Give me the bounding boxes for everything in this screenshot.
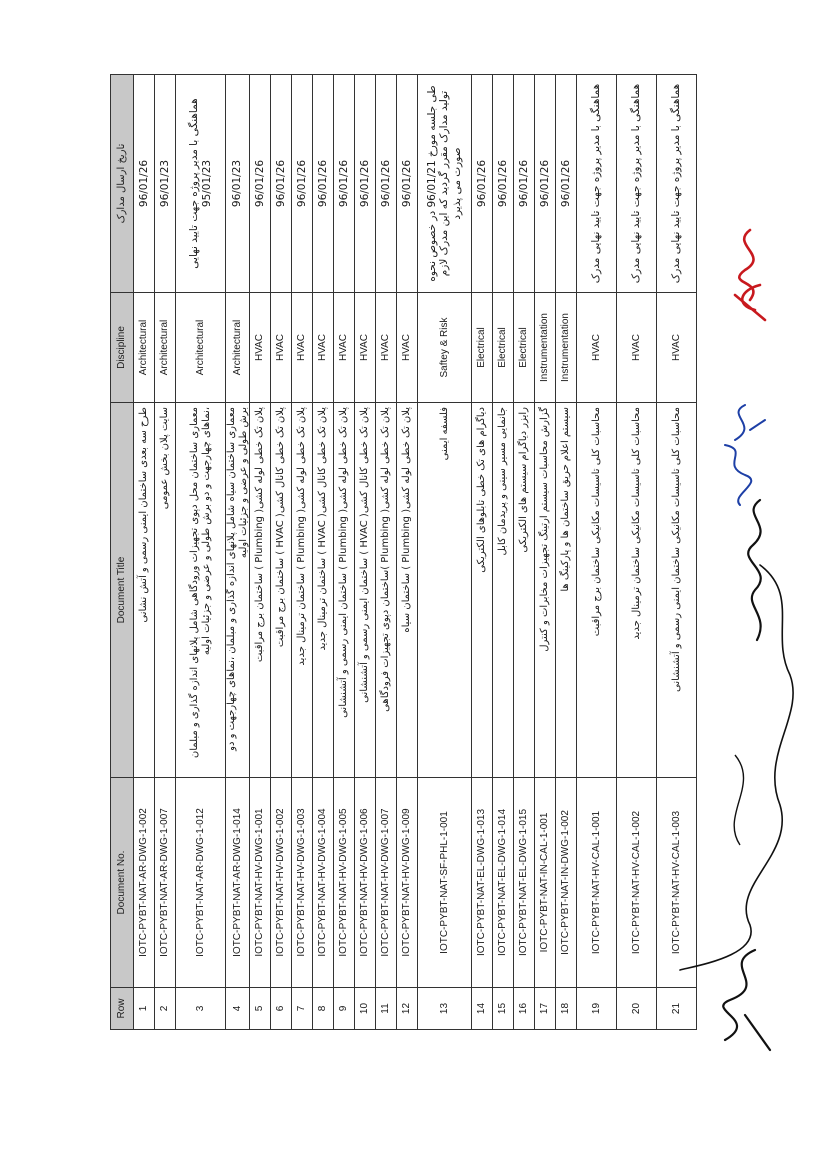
table-row xyxy=(577,75,617,1030)
send-date: 96/01/26 xyxy=(313,75,334,293)
signature-bottom xyxy=(700,945,780,1055)
table-row xyxy=(155,75,176,1030)
row-number: 16 xyxy=(514,988,535,1030)
discipline: HVAC xyxy=(376,293,397,403)
row-number: 15 xyxy=(493,988,514,1030)
document-title: دیاگرام های تک خطی تابلوهای الکتریکی xyxy=(472,403,493,778)
document-number: IOTC-PYBT-NAT-EL-DWG-1-015 xyxy=(514,778,535,988)
document-title: پلان تک خطی کانال کشی( HVAC ) ساختمان ترمینال جدید xyxy=(313,403,334,778)
row-number: 3 xyxy=(176,988,226,1030)
discipline: Electrical xyxy=(493,293,514,403)
header-document-no: Document No. xyxy=(111,778,134,988)
send-date: طی جلسه مورخ 96/01/21 در خصوص نحوه تولید مدارک مقرر گردید که این مدرک لازم صورت می پذیرد xyxy=(418,75,472,293)
discipline: HVAC xyxy=(577,293,617,403)
discipline: HVAC xyxy=(397,293,418,403)
document-number: IOTC-PYBT-NAT-AR-DWG-1-012 xyxy=(176,778,226,988)
document-title: پلان تک خطی کانال کشی( HVAC ) ساختمان برج مراقبت xyxy=(271,403,292,778)
row-number: 21 xyxy=(657,988,697,1030)
document-title: پلان تک خطی لوله کشی( Plumbing ) ساختمان برج مراقبت xyxy=(250,403,271,778)
send-date: 96/01/26 xyxy=(514,75,535,293)
table-body xyxy=(134,75,697,1030)
table-row xyxy=(226,75,250,1030)
document-number: IOTC-PYBT-NAT-HV-DWG-1-007 xyxy=(376,778,397,988)
row-number: 2 xyxy=(155,988,176,1030)
row-number: 14 xyxy=(472,988,493,1030)
send-date: 96/01/26 xyxy=(334,75,355,293)
discipline: HVAC xyxy=(292,293,313,403)
document-number: IOTC-PYBT-NAT-HV-DWG-1-003 xyxy=(292,778,313,988)
table-row xyxy=(418,75,472,1030)
document-title: سیستم اعلام حریق ساختمان ها و پارکینگ ها xyxy=(556,403,577,778)
discipline: Architectural xyxy=(176,293,226,403)
document-title: پلان تک خطی لوله کشی( Plumbing ) ساختمان ایمنی رسمی و آتشنشانی xyxy=(334,403,355,778)
send-date: 96/01/26 xyxy=(355,75,376,293)
table-row xyxy=(334,75,355,1030)
document-number: IOTC-PYBT-NAT-EL-DWG-1-013 xyxy=(472,778,493,988)
document-title: پلان تک خطی لوله کشی( Plumbing )ساختمان دپوی تجهیزات فرودگاهی xyxy=(376,403,397,778)
table-row xyxy=(313,75,334,1030)
document-number: IOTC-PYBT-NAT-SF-PHL-1-001 xyxy=(418,778,472,988)
table-row xyxy=(556,75,577,1030)
discipline: Architectural xyxy=(134,293,155,403)
send-date: هماهنگی با مدیر پروژه جهت تایید نهایی مدرک xyxy=(617,75,657,293)
send-date: 96/01/26 xyxy=(134,75,155,293)
document-number: IOTC-PYBT-NAT-AR-DWG-1-014 xyxy=(226,778,250,988)
send-date: 96/01/26 xyxy=(250,75,271,293)
document-title: طرح سه بعدی ساختمان ایمنی رسمی و آتش نشانی xyxy=(134,403,155,778)
discipline: Electrical xyxy=(514,293,535,403)
send-date: 96/01/26 xyxy=(376,75,397,293)
row-number: 8 xyxy=(313,988,334,1030)
send-date: 96/01/23 xyxy=(226,75,250,293)
header-discipline: Discipline xyxy=(111,293,134,403)
send-date: 96/01/26 xyxy=(292,75,313,293)
discipline: HVAC xyxy=(271,293,292,403)
signature-black-long xyxy=(640,555,810,975)
discipline: HVAC xyxy=(355,293,376,403)
document-title: سایت پلان بخش عمومی xyxy=(155,403,176,778)
discipline: Architectural xyxy=(155,293,176,403)
discipline: Electrical xyxy=(472,293,493,403)
document-number: IOTC-PYBT-NAT-HV-DWG-1-009 xyxy=(397,778,418,988)
discipline: Architectural xyxy=(226,293,250,403)
document-title: فلسفه ایمنی xyxy=(418,403,472,778)
table-row xyxy=(355,75,376,1030)
discipline: HVAC xyxy=(250,293,271,403)
signature-red xyxy=(720,225,780,325)
row-number: 13 xyxy=(418,988,472,1030)
discipline: HVAC xyxy=(657,293,697,403)
row-number: 10 xyxy=(355,988,376,1030)
send-date: 96/01/26 xyxy=(493,75,514,293)
document-register-table xyxy=(110,74,697,1030)
row-number: 6 xyxy=(271,988,292,1030)
document-title: محاسبات کلی تاسیسات مکانیکی ساختمان ایمنی رسمی و آتشنشانی xyxy=(657,403,697,778)
document-title: پلان تک خطی کانال کشی( HVAC ) ساختمان ایمنی رسمی و آتشنشانی xyxy=(355,403,376,778)
send-date: 96/01/26 xyxy=(535,75,556,293)
document-number: IOTC-PYBT-NAT-HV-DWG-1-002 xyxy=(271,778,292,988)
document-number: IOTC-PYBT-NAT-HV-DWG-1-001 xyxy=(250,778,271,988)
header-row: Row xyxy=(111,988,134,1030)
document-number: IOTC-PYBT-NAT-HV-DWG-1-005 xyxy=(334,778,355,988)
row-number: 12 xyxy=(397,988,418,1030)
document-number: IOTC-PYBT-NAT-HV-CAL-1-001 xyxy=(577,778,617,988)
document-title: گزارش محاسبات سیستم ارتینگ تجهیزات مخابرات و کنترل xyxy=(535,403,556,778)
row-number: 4 xyxy=(226,988,250,1030)
document-title: رایزر دیاگرام سیستم های الکتریکی xyxy=(514,403,535,778)
table-header-row xyxy=(111,75,134,1030)
row-number: 5 xyxy=(250,988,271,1030)
register-table-rotated xyxy=(110,75,722,1030)
signature-blue xyxy=(705,400,775,510)
document-number: IOTC-PYBT-NAT-AR-DWG-1-002 xyxy=(134,778,155,988)
table-row xyxy=(134,75,155,1030)
send-date: 96/01/26 xyxy=(472,75,493,293)
header-date: تاریخ ارسال مدارک xyxy=(111,75,134,293)
discipline: HVAC xyxy=(617,293,657,403)
send-date: هماهنگی با مدیر پروژه جهت تایید نهایی 95/01/23 xyxy=(176,75,226,293)
table-row xyxy=(472,75,493,1030)
discipline: HVAC xyxy=(334,293,355,403)
table-row xyxy=(292,75,313,1030)
document-number: IOTC-PYBT-NAT-HV-DWG-1-006 xyxy=(355,778,376,988)
table-row xyxy=(535,75,556,1030)
discipline: Instrumentation xyxy=(535,293,556,403)
table-row xyxy=(493,75,514,1030)
table-row xyxy=(176,75,226,1030)
discipline: Saftey & Risk xyxy=(418,293,472,403)
document-number: IOTC-PYBT-NAT-HV-DWG-1-004 xyxy=(313,778,334,988)
table-row xyxy=(271,75,292,1030)
send-date: 96/01/26 xyxy=(397,75,418,293)
table-row xyxy=(250,75,271,1030)
row-number: 17 xyxy=(535,988,556,1030)
row-number: 11 xyxy=(376,988,397,1030)
document-title: پلان تک خطی لوله کشی( Plumbing ) ساختمان ترمینال جدید xyxy=(292,403,313,778)
row-number: 7 xyxy=(292,988,313,1030)
document-number: IOTC-PYBT-NAT-HV-CAL-1-003 xyxy=(657,778,697,988)
table-row xyxy=(376,75,397,1030)
table-row xyxy=(397,75,418,1030)
discipline: Instrumentation xyxy=(556,293,577,403)
row-number: 20 xyxy=(617,988,657,1030)
document-title: معماری ساختمان سیاه شامل پلانهای اندازه گذاری و مبلمان ،نماهای چهارجهت و دو برش طولی و عرضی و جزئیات اولیه xyxy=(226,403,250,778)
send-date: هماهنگی با مدیر پروژه جهت تایید نهایی مدرک xyxy=(657,75,697,293)
document-title: محاسبات کلی تاسیسات مکانیکی ساختمان برج مراقبت xyxy=(577,403,617,778)
send-date: هماهنگی با مدیر پروژه جهت تایید نهایی مدرک xyxy=(577,75,617,293)
document-title: معماری ساختمان محل دپوی تجهیزات ورودگاهی شامل پلانهای اندازه گذاری و مبلمان ،نماهای چهارجهت و دو برش طولی و عرضی و جزئیات اولیه xyxy=(176,403,226,778)
row-number: 19 xyxy=(577,988,617,1030)
table-row xyxy=(514,75,535,1030)
send-date: 96/01/23 xyxy=(155,75,176,293)
row-number: 9 xyxy=(334,988,355,1030)
send-date: 96/01/26 xyxy=(556,75,577,293)
document-title: پلان تک خطی لوله کشی( Plumbing ) ساختمان سیاه xyxy=(397,403,418,778)
document-number: IOTC-PYBT-NAT-EL-DWG-1-014 xyxy=(493,778,514,988)
discipline: HVAC xyxy=(313,293,334,403)
row-number: 18 xyxy=(556,988,577,1030)
document-title: محاسبات کلی تاسیسات مکانیکی ساختمان ترمینال جدید xyxy=(617,403,657,778)
document-number: IOTC-PYBT-NAT-AR-DWG-1-007 xyxy=(155,778,176,988)
document-title: جانمایی مسیر سینی و پریدمان کابل xyxy=(493,403,514,778)
document-number: IOTC-PYBT-NAT-IN-DWG-1-002 xyxy=(556,778,577,988)
send-date: 96/01/26 xyxy=(271,75,292,293)
document-number: IOTC-PYBT-NAT-HV-CAL-1-002 xyxy=(617,778,657,988)
document-number: IOTC-PYBT-NAT-IN-CAL-1-001 xyxy=(535,778,556,988)
row-number: 1 xyxy=(134,988,155,1030)
header-document-title: Document Title xyxy=(111,403,134,778)
